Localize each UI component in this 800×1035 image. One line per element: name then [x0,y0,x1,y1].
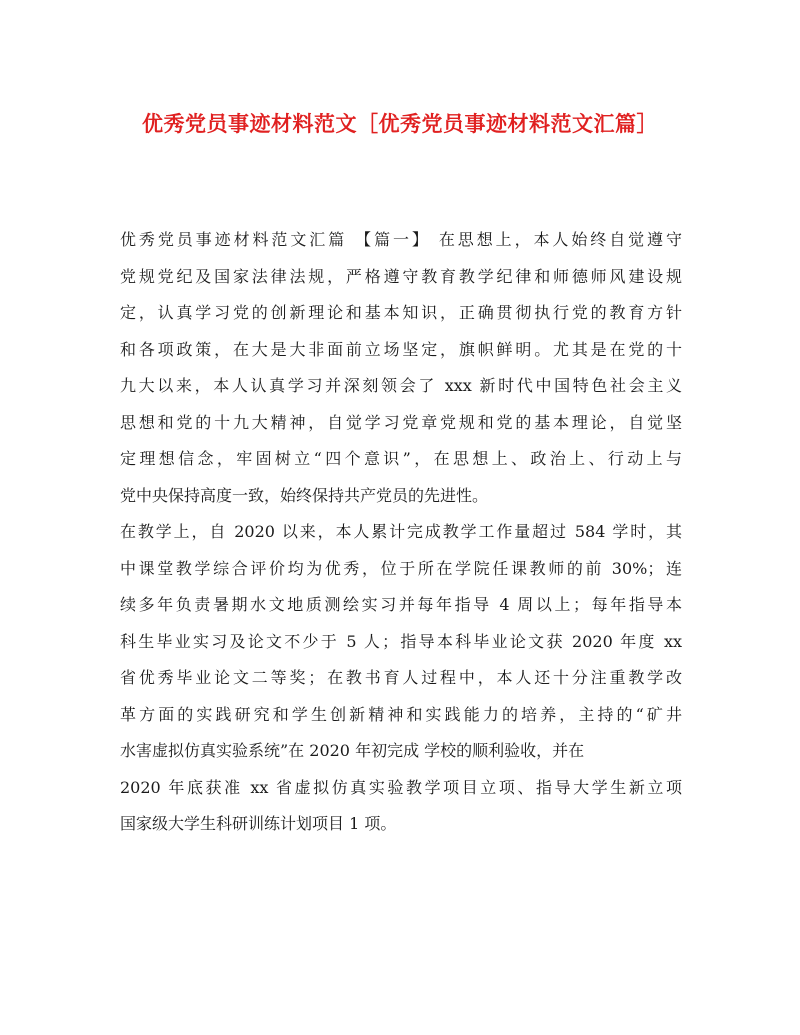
paragraph-1 [120,222,682,514]
document-body [120,222,682,843]
text-line: 和各项政策，在大是大非面前立场坚定，旗帜鲜明。尤其是在党的十 [120,339,682,359]
text-line: 水害虚拟仿真实验系统”在 2020 年初完成 学校的顺利验收，并在 [120,741,585,760]
paragraph-2 [120,514,682,843]
text-line: 革方面的实践研究和学生创新精神和实践能力的培养，主持的“矿井 [120,704,682,724]
text-line: 优秀党员事迹材料范文汇篇 【篇一】 在思想上，本人始终自觉遵守 [120,230,682,249]
text-line: 续多年负责暑期水文地质测绘实习并每年指导 4 周以上；每年指导本 [120,595,682,614]
text-line: 2020 年底获准 xx 省虚拟仿真实验教学项目立项、指导大学生新立项 [120,777,682,797]
text-line: 省优秀毕业论文二等奖；在教书育人过程中，本人还十分注重教学改 [120,668,682,687]
text-line: 思想和党的十九大精神，自觉学习党章党规和党的基本理论，自觉坚 [120,412,682,432]
text-line: 定，认真学习党的创新理论和基本知识，正确贯彻执行党的教育方针 [120,303,682,322]
text-line: 党规党纪及国家法律法规，严格遵守教育教学纪律和师德师风建设规 [120,266,682,286]
text-line: 科生毕业实习及论文不少于 5 人；指导本科毕业论文获 2020 年度 xx [120,631,682,651]
text-line: 中课堂教学综合评价均为优秀，位于所在学院任课教师的前 30%；连 [120,558,682,578]
text-line: 党中央保持高度一致，始终保持共产党员的先进性。 [120,485,489,505]
text-line: 定理想信念，牢固树立“四个意识”，在思想上、政治上、行动上与 [120,449,682,468]
document-title: 优秀党员事迹材料范文［优秀党员事迹材料范文汇篇］ [142,111,658,136]
text-line: 九大以来，本人认真学习并深刻领会了 xxx 新时代中国特色社会主义 [120,376,682,395]
text-line: 在教学上，自 2020 以来，本人累计完成教学工作量超过 584 学时，其 [120,522,682,541]
text-line: 国家级大学生科研训练计划项目 1 项。 [120,814,397,833]
